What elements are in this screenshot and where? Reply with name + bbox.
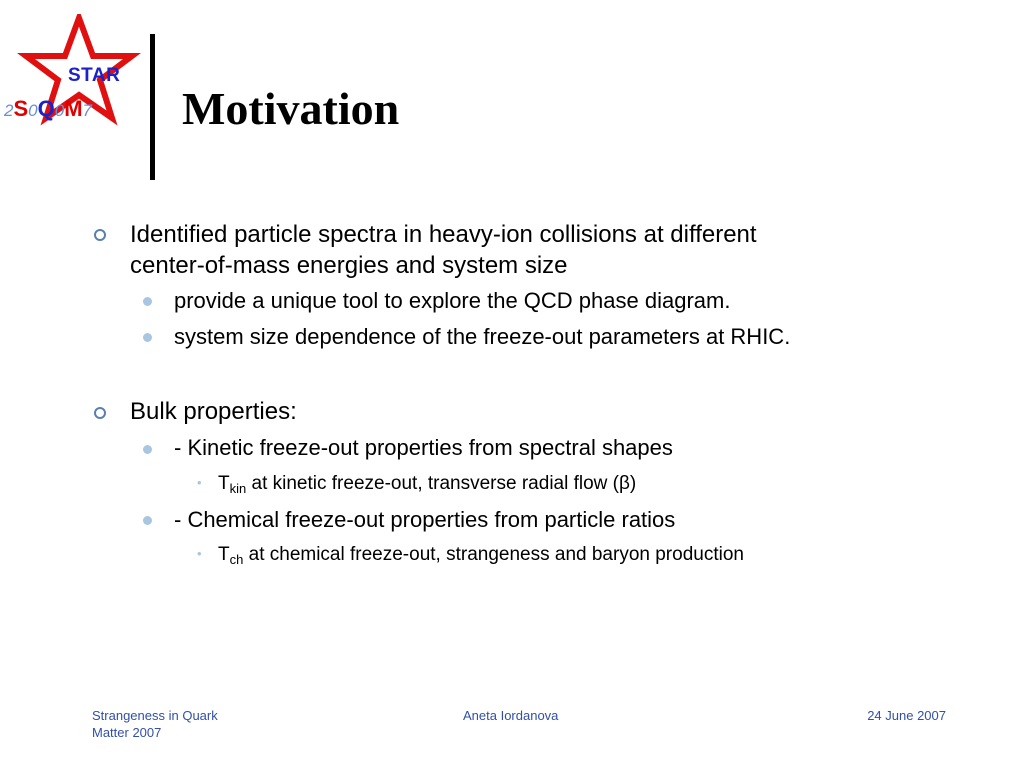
- sub-bullet-text: - Chemical freeze-out properties from particle ratios: [174, 507, 676, 532]
- sub-bullet-text: - Kinetic freeze-out properties from spectral shapes: [174, 435, 673, 460]
- bullet-dot-icon: [143, 297, 152, 306]
- symbol-subscript: kin: [229, 481, 247, 496]
- footer-left-line1: Strangeness in Quark: [92, 708, 218, 723]
- logo-digit: 0: [28, 101, 38, 120]
- sub-sub-bullet-rest: at kinetic freeze-out, transverse radial flow (β): [246, 473, 637, 494]
- bullet-ring-icon: [94, 407, 106, 419]
- bullet-dot-icon: [143, 333, 152, 342]
- symbol-t: T: [218, 544, 230, 565]
- logo-letter: Q: [37, 96, 55, 121]
- bullet-dot-icon: [143, 516, 152, 525]
- title-divider: [150, 34, 155, 180]
- logo-letter: S: [13, 96, 29, 121]
- bullet-ring-icon: [94, 229, 106, 241]
- bullet-small-icon: •: [197, 546, 202, 561]
- symbol-subscript: ch: [229, 552, 244, 567]
- logo-digit: 0: [54, 101, 65, 120]
- bullet-dot-icon: [143, 445, 152, 454]
- logo-digit: 7: [82, 101, 93, 120]
- sub-sub-bullet-rest: at chemical freeze-out, strangeness and baryon production: [243, 544, 744, 565]
- footer-author: Aneta Iordanova: [463, 708, 559, 723]
- bullet-small-icon: •: [197, 475, 202, 490]
- logo-digit: 2: [4, 101, 14, 120]
- bullet-text: Bulk properties:: [130, 398, 297, 425]
- bullet-text: Identified particle spectra in heavy-ion collisions at different: [130, 221, 757, 248]
- symbol-t: T: [218, 473, 230, 494]
- sub-sub-bullet-text: [218, 472, 998, 496]
- footer-date: 24 June 2007: [867, 708, 946, 723]
- conference-logo-text: [4, 96, 92, 124]
- sub-bullet-text: provide a unique tool to explore the QCD phase diagram.: [174, 288, 731, 313]
- logo-star-label: STAR: [68, 65, 121, 86]
- star-sqm-logo: [14, 14, 144, 144]
- slide-title: Motivation: [182, 83, 400, 134]
- footer-left-line2: Matter 2007: [92, 725, 162, 740]
- sub-bullet-text: system size dependence of the freeze-out parameters at RHIC.: [174, 324, 791, 349]
- bullet-text-continued: center-of-mass energies and system size: [130, 252, 568, 279]
- logo-letter: M: [64, 96, 83, 121]
- footer-conference: [92, 707, 218, 741]
- sub-sub-bullet-text: [218, 543, 998, 567]
